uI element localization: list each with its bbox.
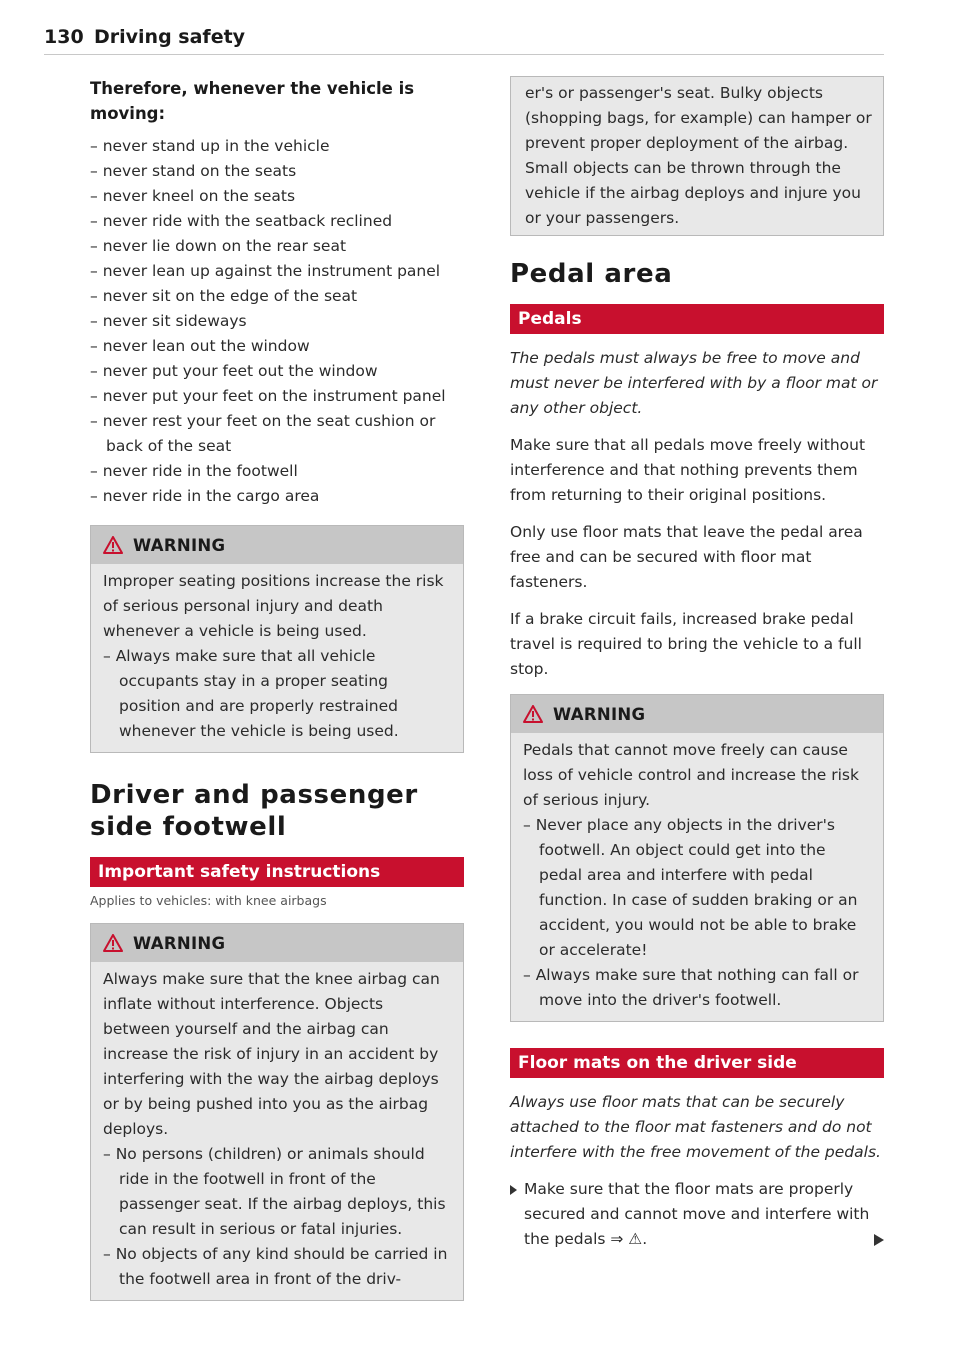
list-item: – never stand up in the vehicle bbox=[90, 134, 464, 159]
section-name: Driving safety bbox=[94, 26, 246, 48]
warning-header bbox=[91, 526, 463, 564]
paragraph: If a brake circuit fails, increased brake pedal travel is required to bring the vehicle to a full stop. bbox=[510, 610, 862, 678]
page-number: 130 bbox=[44, 26, 84, 48]
subsection-band-safety: Important safety instructions bbox=[90, 857, 464, 887]
warning-title: WARNING bbox=[133, 535, 226, 555]
right-column bbox=[510, 76, 884, 1252]
paragraph: Only use floor mats that leave the pedal area free and can be secured with floor mat fasteners. bbox=[510, 523, 863, 591]
pedals-intro: The pedals must always be free to move and must never be interfered with by a floor mat or any other object. bbox=[510, 349, 878, 417]
list-item: – never sit on the edge of the seat bbox=[90, 284, 464, 309]
warning-box-knee-airbag bbox=[90, 923, 464, 1301]
warning-list bbox=[103, 1142, 453, 1292]
list-item: – never stand on the seats bbox=[90, 159, 464, 184]
warning-box-pedals bbox=[510, 694, 884, 1022]
warning-body bbox=[91, 962, 463, 1300]
section-title-footwell: Driver and passenger side footwell bbox=[90, 780, 418, 842]
warning-text: Always make sure that the knee airbag can inflate without interference. Objects between yourself and the airbag can increase the risk of injury in an accident by interfering with the way the airbag deploys or by being pushed into you as the airbag deploys. bbox=[103, 970, 440, 1138]
list-item: – never ride in the footwell bbox=[90, 459, 464, 484]
instruction-step bbox=[510, 1177, 884, 1252]
warning-triangle-icon bbox=[523, 705, 543, 723]
continue-arrow-icon bbox=[874, 1234, 884, 1246]
left-column bbox=[90, 76, 464, 1301]
list-item: – never put your feet on the instrument panel bbox=[90, 384, 464, 409]
list-item: – Never place any objects in the driver's footwell. An object could get into the pedal area and interfere with pedal function. In case of sudden braking or an accident, you would not be able to brake or accelerate! bbox=[523, 813, 873, 963]
list-item: – never lean out the window bbox=[90, 334, 464, 359]
subsection-band-floor-mats: Floor mats on the driver side bbox=[510, 1048, 884, 1078]
list-item: – never lie down on the rear seat bbox=[90, 234, 464, 259]
warning-text: Pedals that cannot move freely can cause loss of vehicle control and increase the risk of serious injury. bbox=[523, 741, 859, 809]
floor-mats-intro: Always use floor mats that can be securely attached to the floor mat fasteners and do not interfere with the free movement of the pedals. bbox=[510, 1093, 881, 1161]
warning-title: WARNING bbox=[553, 704, 646, 724]
list-item: – No objects of any kind should be carried in the footwell area in front of the driv- bbox=[103, 1242, 453, 1292]
warning-body bbox=[511, 733, 883, 1021]
warning-box-seating bbox=[90, 525, 464, 753]
warning-triangle-icon bbox=[103, 934, 123, 952]
warning-list bbox=[103, 644, 453, 744]
list-item: – never put your feet out the window bbox=[90, 359, 464, 384]
warning-triangle-icon bbox=[103, 536, 123, 554]
list-item: – never kneel on the seats bbox=[90, 184, 464, 209]
warning-header bbox=[511, 695, 883, 733]
never-list bbox=[90, 134, 464, 509]
page-header bbox=[44, 24, 884, 55]
list-item: – never ride in the cargo area bbox=[90, 484, 464, 509]
list-item: – never ride with the seatback reclined bbox=[90, 209, 464, 234]
warning-title: WARNING bbox=[133, 933, 226, 953]
step-arrow-icon bbox=[510, 1185, 517, 1195]
step-block bbox=[510, 1177, 884, 1252]
continued-text: er's or passenger's seat. Bulky objects (shopping bags, for example) can hamper or prevent proper deployment of the airbag. Small objects can be thrown through the vehicle if the airbag deploys and injure you or your passengers. bbox=[525, 84, 872, 227]
warning-text: Improper seating positions increase the risk of serious personal injury and death whenever a vehicle is being used. bbox=[103, 572, 444, 640]
paragraph: Make sure that all pedals move freely without interference and that nothing prevents them from returning to their original positions. bbox=[510, 436, 866, 504]
list-item: – never rest your feet on the seat cushion or back of the seat bbox=[90, 409, 464, 459]
warning-list bbox=[523, 813, 873, 1013]
subsection-band-pedals: Pedals bbox=[510, 304, 884, 334]
warning-continued-box bbox=[510, 76, 884, 236]
list-item: – never sit sideways bbox=[90, 309, 464, 334]
list-item: – No persons (children) or animals should ride in the footwell in front of the passenger seat. If the airbag deploys, this can result in serious or fatal injuries. bbox=[103, 1142, 453, 1242]
warning-body bbox=[91, 564, 463, 752]
section-title-pedal-area: Pedal area bbox=[510, 259, 673, 289]
applies-note: Applies to vehicles: with knee airbags bbox=[90, 893, 327, 908]
therefore-heading: Therefore, whenever the vehicle is moving: bbox=[90, 79, 415, 123]
list-item: – Always make sure that nothing can fall or move into the driver's footwell. bbox=[523, 963, 873, 1013]
list-item: – never lean up against the instrument panel bbox=[90, 259, 464, 284]
step-text: Make sure that the floor mats are properly secured and cannot move and interfere with the pedals ⇒ ⚠. bbox=[524, 1180, 870, 1248]
warning-header bbox=[91, 924, 463, 962]
list-item: – Always make sure that all vehicle occupants stay in a proper seating position and are properly restrained whenever the vehicle is being used. bbox=[103, 644, 453, 744]
